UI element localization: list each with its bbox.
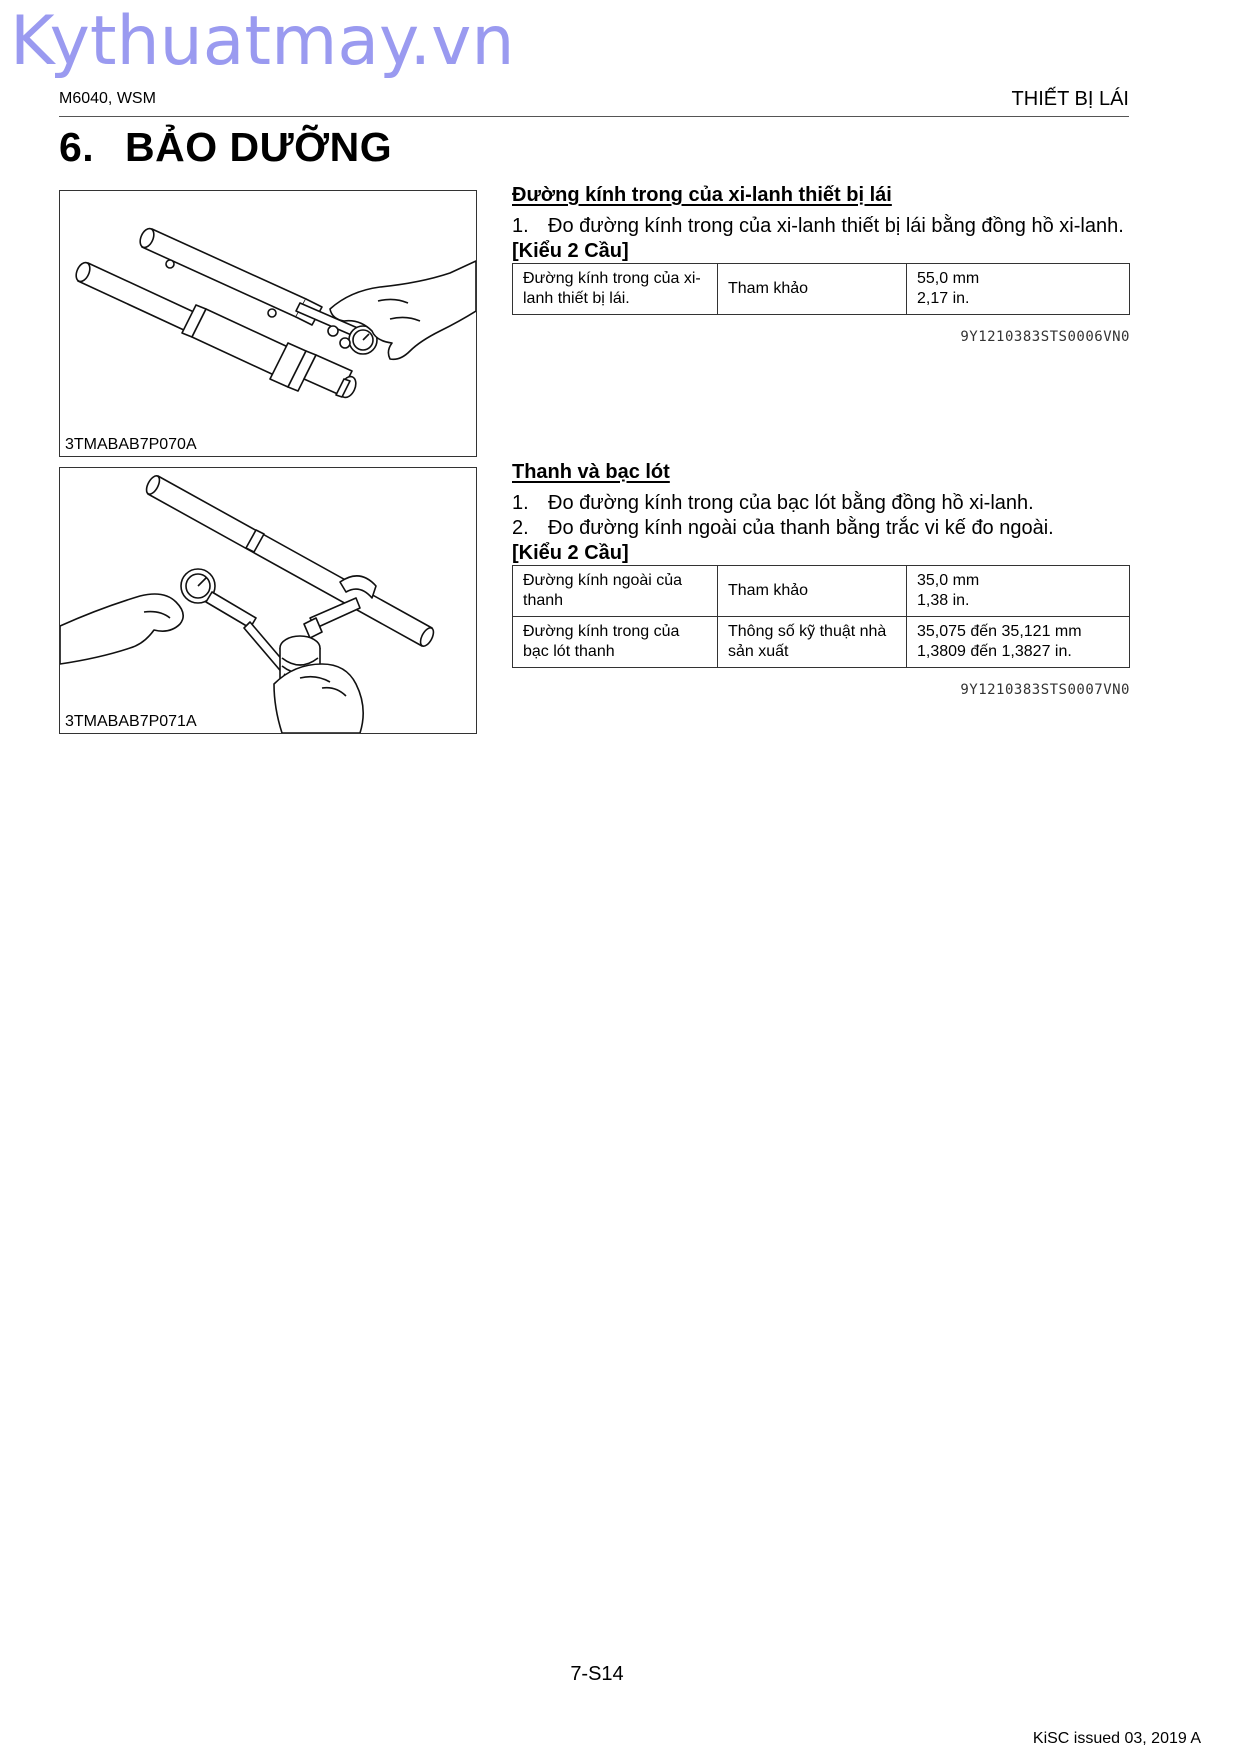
step-text: Đo đường kính ngoài của thanh bằng trắc vi kế đo ngoài. — [548, 517, 1054, 539]
spec-value — [907, 264, 1130, 315]
section-title-text: BẢO DƯỠNG — [125, 124, 393, 170]
spec-value — [907, 566, 1130, 617]
table-row — [513, 617, 1130, 668]
spec-value-imperial: 1,38 in. — [917, 591, 970, 609]
figure-rod-bushing — [59, 467, 477, 734]
block-cylinder-bore — [512, 184, 1130, 345]
reference-code: 9Y1210383STS0007VN0 — [960, 682, 1130, 698]
spec-item: Đường kính trong của bạc lót thanh — [513, 617, 718, 668]
spec-value-metric: 35,0 mm — [917, 571, 980, 589]
step-item — [512, 214, 1130, 239]
step-number: 1. — [512, 215, 529, 237]
watermark: Kythuatmay.vn — [10, 2, 515, 81]
step-item — [512, 491, 1130, 516]
model-label: [Kiểu 2 Cầu] — [512, 542, 629, 564]
spec-value-imperial: 2,17 in. — [917, 289, 970, 307]
figure-caption: 3TMABAB7P070A — [65, 436, 197, 453]
step-list — [512, 214, 1130, 239]
section-title — [59, 124, 392, 171]
spec-table — [512, 565, 1130, 668]
spec-table — [512, 263, 1130, 315]
table-row — [513, 566, 1130, 617]
step-number: 2. — [512, 517, 529, 539]
step-text: Đo đường kính trong của xi-lanh thiết bị lái bằng đồng hồ xi-lanh. — [548, 215, 1124, 237]
spec-value-imperial: 1,3809 đến 1,3827 in. — [917, 642, 1072, 660]
reference-code: 9Y1210383STS0006VN0 — [960, 329, 1130, 345]
cylinder-gauge-illustration — [60, 191, 476, 456]
step-text: Đo đường kính trong của bạc lót bằng đồng hồ xi-lanh. — [548, 492, 1034, 514]
block-title: Thanh và bạc lót — [512, 461, 670, 483]
step-item — [512, 516, 1130, 541]
spec-item: Đường kính ngoài của thanh — [513, 566, 718, 617]
step-number: 1. — [512, 492, 529, 514]
model-label: [Kiểu 2 Cầu] — [512, 240, 629, 262]
spec-item: Đường kính trong của xi-lanh thiết bị lái. — [513, 264, 718, 315]
spec-value — [907, 617, 1130, 668]
header-rule — [59, 116, 1129, 117]
header-manual-code: M6040, WSM — [59, 90, 156, 107]
spec-value-metric: 35,075 đến 35,121 mm — [917, 622, 1082, 640]
spec-type: Tham khảo — [718, 264, 907, 315]
page-number: 7-S14 — [570, 1663, 624, 1685]
rod-bushing-illustration — [60, 468, 476, 733]
figure-cylinder-bore — [59, 190, 477, 457]
step-list — [512, 491, 1130, 541]
spec-type: Tham khảo — [718, 566, 907, 617]
block-title: Đường kính trong của xi-lanh thiết bị lái — [512, 184, 892, 206]
issue-info: KiSC issued 03, 2019 A — [1032, 1730, 1201, 1747]
section-number: 6. — [59, 124, 95, 170]
spec-value-metric: 55,0 mm — [917, 269, 980, 287]
header-chapter-title: THIẾT BỊ LÁI — [1011, 88, 1129, 110]
table-row — [513, 264, 1130, 315]
block-rod-bushing — [512, 461, 1130, 698]
figure-caption: 3TMABAB7P071A — [65, 713, 197, 730]
spec-type: Thông số kỹ thuật nhà sản xuất — [718, 617, 907, 668]
